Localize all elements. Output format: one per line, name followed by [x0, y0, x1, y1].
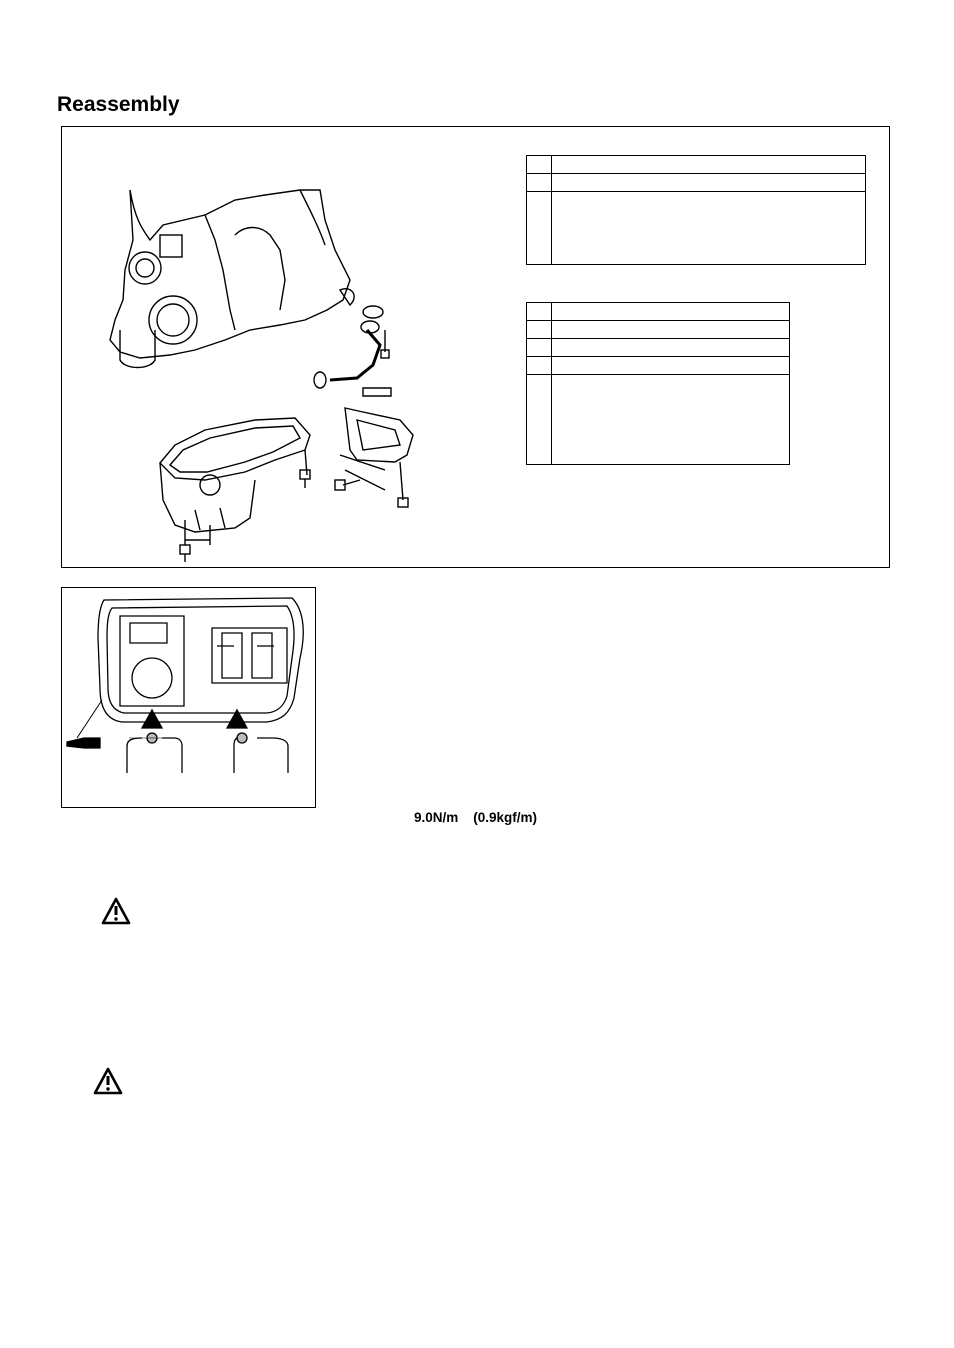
table-row	[527, 321, 790, 339]
row-number-cell	[527, 357, 552, 375]
torque-specification: 9.0N/m (0.9kgf/m)	[414, 810, 538, 825]
table-row	[527, 156, 866, 174]
warning-triangle-icon	[93, 1067, 123, 1095]
table-row	[527, 339, 790, 357]
row-number-cell	[527, 303, 552, 321]
row-label-cell	[552, 156, 866, 174]
row-number-cell	[527, 321, 552, 339]
row-label-cell	[552, 339, 790, 357]
oil-pan-sealant-illustration	[62, 588, 315, 807]
row-number-cell	[527, 192, 552, 265]
table-row	[527, 375, 790, 465]
table-row	[527, 303, 790, 321]
row-label-cell	[552, 303, 790, 321]
warning-triangle-icon	[101, 897, 131, 925]
table-row	[527, 192, 866, 265]
engine-oil-pan-exploded-illustration	[95, 180, 425, 565]
parts-reference-table-2	[526, 302, 790, 465]
row-label-cell	[552, 174, 866, 192]
row-number-cell	[527, 339, 552, 357]
row-number-cell	[527, 156, 552, 174]
sealant-inset-figure	[61, 587, 316, 808]
row-number-cell	[527, 375, 552, 465]
table-row	[527, 357, 790, 375]
table-row	[527, 174, 866, 192]
row-number-cell	[527, 174, 552, 192]
row-label-cell	[552, 375, 790, 465]
row-label-cell	[552, 321, 790, 339]
section-heading: Reassembly	[57, 93, 180, 116]
row-label-cell	[552, 357, 790, 375]
parts-reference-table-1	[526, 155, 866, 265]
row-label-cell	[552, 192, 866, 265]
